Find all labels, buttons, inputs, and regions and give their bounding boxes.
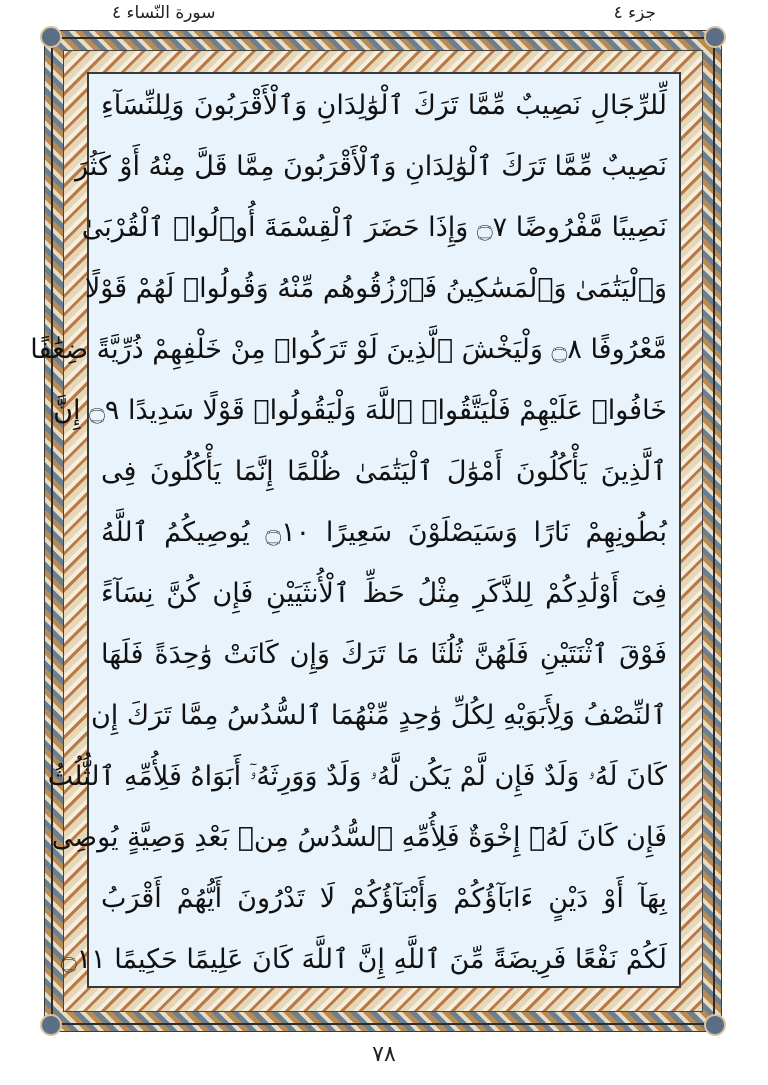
corner-ornament-icon (704, 1014, 726, 1036)
text-line: خَافُوا۟ عَلَيْهِمْ فَلْيَتَّقُوا۟ ٱللَّهَ وَلْيَقُولُوا۟ قَوْلًا سَدِيدًا ۝٩ إِنَّ (53, 395, 667, 426)
text-line: ٱلَّذِينَ يَأْكُلُونَ أَمْوَٰلَ ٱلْيَتَٰمَىٰ ظُلْمًا إِنَّمَا يَأْكُلُونَ فِى (101, 456, 667, 487)
page-number: ٧٨ (372, 1042, 396, 1067)
corner-ornament-icon (40, 26, 62, 48)
text-line: مَّعْرُوفًا ۝٨ وَلْيَخْشَ ٱلَّذِينَ لَوْ تَرَكُوا۟ مِنْ خَلْفِهِمْ ذُرِّيَّةً ضِعَٰفًا (30, 334, 667, 365)
text-line: نَصِيبٌ مِّمَّا تَرَكَ ٱلْوَٰلِدَانِ وَٱلْأَقْرَبُونَ مِمَّا قَلَّ مِنْهُ أَوْ كَثُرَ (74, 151, 667, 182)
corner-ornament-icon (40, 1014, 62, 1036)
text-line: فِىٓ أَوْلَٰدِكُمْ لِلذَّكَرِ مِثْلُ حَظِّ ٱلْأُنثَيَيْنِ فَإِن كُنَّ نِسَآءً (101, 578, 667, 609)
text-line: ٱلنِّصْفُ وَلِأَبَوَيْهِ لِكُلِّ وَٰحِدٍ مِّنْهُمَا ٱلسُّدُسُ مِمَّا تَرَكَ إِن (90, 700, 667, 731)
quran-text-panel (30, 72, 681, 988)
text-line: بُطُونِهِمْ نَارًا وَسَيَصْلَوْنَ سَعِيرًا ۝١٠ يُوصِيكُمُ ٱللَّهُ (101, 517, 667, 548)
corner-ornament-icon (704, 26, 726, 48)
page-header (0, 0, 768, 34)
text-line: نَصِيبًا مَّفْرُوضًا ۝٧ وَإِذَا حَضَرَ ٱلْقِسْمَةَ أُو۟لُوا۟ ٱلْقُرْبَىٰ (81, 212, 667, 243)
text-line: فَوْقَ ٱثْنَتَيْنِ فَلَهُنَّ ثُلُثَا مَا تَرَكَ وَإِن كَانَتْ وَٰحِدَةً فَلَهَا (101, 639, 667, 670)
text-line: وَٱلْيَتَٰمَىٰ وَٱلْمَسَٰكِينُ فَٱرْزُقُوهُم مِّنْهُ وَقُولُوا۟ لَهُمْ قَوْلًا (84, 273, 667, 304)
text-line: فَإِن كَانَ لَهُۥٓ إِخْوَةٌ فَلِأُمِّهِ ٱلسُّدُسُ مِنۢ بَعْدِ وَصِيَّةٍ يُوصِى (51, 822, 667, 853)
text-line: بِهَآ أَوْ دَيْنٍ ءَابَآؤُكُمْ وَأَبْنَآؤُكُمْ لَا تَدْرُونَ أَيُّهُمْ أَقْرَبُ (101, 883, 667, 914)
text-line: كَانَ لَهُۥ وَلَدٌ فَإِن لَّمْ يَكُن لَّهُۥ وَلَدٌ وَوَرِثَهُۥٓ أَبَوَاهُ فَلِأُمِّهِ ٱلثُّلُثُ (47, 761, 667, 792)
text-line: لِّلرِّجَالِ نَصِيبٌ مِّمَّا تَرَكَ ٱلْوَٰلِدَانِ وَٱلْأَقْرَبُونَ وَلِلنِّسَآءِ (101, 90, 667, 121)
text-line: لَكُمْ نَفْعًا فَرِيضَةً مِّنَ ٱللَّهِ إِنَّ ٱللَّهَ كَانَ عَلِيمًا حَكِيمًا ۝١١ (60, 944, 667, 975)
juz-label: جزء ٤ (613, 3, 656, 23)
surah-title: سورة النّساء ٤ (112, 3, 216, 23)
